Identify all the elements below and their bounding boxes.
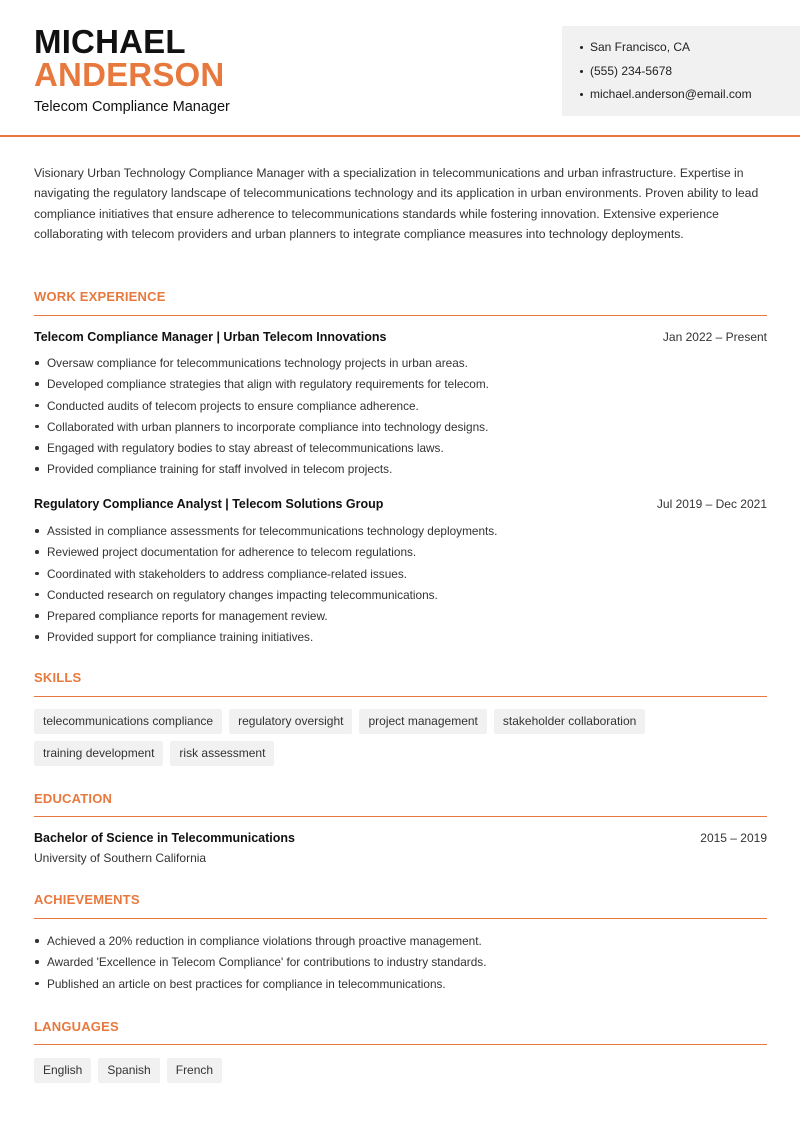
summary-text: Visionary Urban Technology Compliance Manager with a specialization in telecommunications and urban infrastructure. Expertise in navigating the regulatory landscape of telecommunications technology and its application in urban environments. Proven ability to lead compliance initiatives that ensure adherence to telecommunications standards while fostering innovation. Extensive experience collaborating with telecom providers and urban planners to integrate compliance measures into technology deployments. xyxy=(34,166,759,242)
contact-box xyxy=(562,26,800,116)
language-tag: Spanish xyxy=(98,1058,159,1083)
list-item: Prepared compliance reports for management review. xyxy=(34,608,764,629)
language-tag: English xyxy=(34,1058,91,1083)
contact-email: michael.anderson@email.com xyxy=(580,85,800,109)
education-school: University of Southern California xyxy=(34,851,207,865)
list-item: Conducted research on regulatory changes impacting telecommunications. xyxy=(34,587,764,608)
job-dates: Jan 2022 – Present xyxy=(662,330,767,344)
section-divider xyxy=(34,816,767,817)
section-divider xyxy=(34,315,767,316)
education-degree: Bachelor of Science in Telecommunications xyxy=(34,831,295,845)
skill-tag: project management xyxy=(359,709,486,734)
skill-tag: risk assessment xyxy=(170,741,274,766)
skill-tag: stakeholder collaboration xyxy=(494,709,645,734)
language-tag: French xyxy=(167,1058,222,1083)
section-title-work: WORK EXPERIENCE xyxy=(34,289,166,304)
list-item: Published an article on best practices for compliance in telecommunications. xyxy=(34,976,764,997)
list-item: Oversaw compliance for telecommunications technology projects in urban areas. xyxy=(34,355,764,376)
job-role: Telecom Compliance Manager xyxy=(34,99,230,115)
list-item: Conducted audits of telecom projects to ensure compliance adherence. xyxy=(34,398,764,419)
section-title-achievements: ACHIEVEMENTS xyxy=(34,892,140,907)
resume-header xyxy=(0,0,800,137)
skills-tags xyxy=(34,709,774,773)
last-name: ANDERSON xyxy=(34,56,225,93)
section-title-skills: SKILLS xyxy=(34,670,82,685)
contact-phone: (555) 234-5678 xyxy=(580,62,800,86)
skill-tag: telecommunications compliance xyxy=(34,709,222,734)
job-title: Telecom Compliance Manager | Urban Telecom Innovations xyxy=(34,330,387,344)
education-dates: 2015 – 2019 xyxy=(700,831,767,845)
list-item: Provided compliance training for staff involved in telecom projects. xyxy=(34,461,764,482)
list-item: Developed compliance strategies that align with regulatory requirements for telecom. xyxy=(34,376,764,397)
section-divider xyxy=(34,918,767,919)
job-bullets xyxy=(34,355,764,483)
contact-location: San Francisco, CA xyxy=(580,38,800,62)
section-divider xyxy=(34,1044,767,1045)
list-item: Awarded 'Excellence in Telecom Compliance' for contributions to industry standards. xyxy=(34,954,764,975)
skill-tag: regulatory oversight xyxy=(229,709,352,734)
job-dates: Jul 2019 – Dec 2021 xyxy=(656,497,767,511)
section-title-languages: LANGUAGES xyxy=(34,1019,119,1034)
list-item: Assisted in compliance assessments for telecommunications technology deployments. xyxy=(34,523,764,544)
list-item: Provided support for compliance training initiatives. xyxy=(34,629,764,650)
list-item: Reviewed project documentation for adherence to telecom regulations. xyxy=(34,544,764,565)
list-item: Collaborated with urban planners to incorporate compliance into technology designs. xyxy=(34,419,764,440)
first-name: MICHAEL xyxy=(34,23,186,60)
achievement-bullets xyxy=(34,933,764,997)
job-title: Regulatory Compliance Analyst | Telecom Solutions Group xyxy=(34,497,384,511)
list-item: Coordinated with stakeholders to address compliance-related issues. xyxy=(34,566,764,587)
list-item: Achieved a 20% reduction in compliance violations through proactive management. xyxy=(34,933,764,954)
language-tags xyxy=(34,1058,774,1090)
section-title-education: EDUCATION xyxy=(34,791,113,806)
section-divider xyxy=(34,696,767,697)
skill-tag: training development xyxy=(34,741,163,766)
list-item: Engaged with regulatory bodies to stay abreast of telecommunications laws. xyxy=(34,440,764,461)
job-bullets xyxy=(34,523,764,651)
